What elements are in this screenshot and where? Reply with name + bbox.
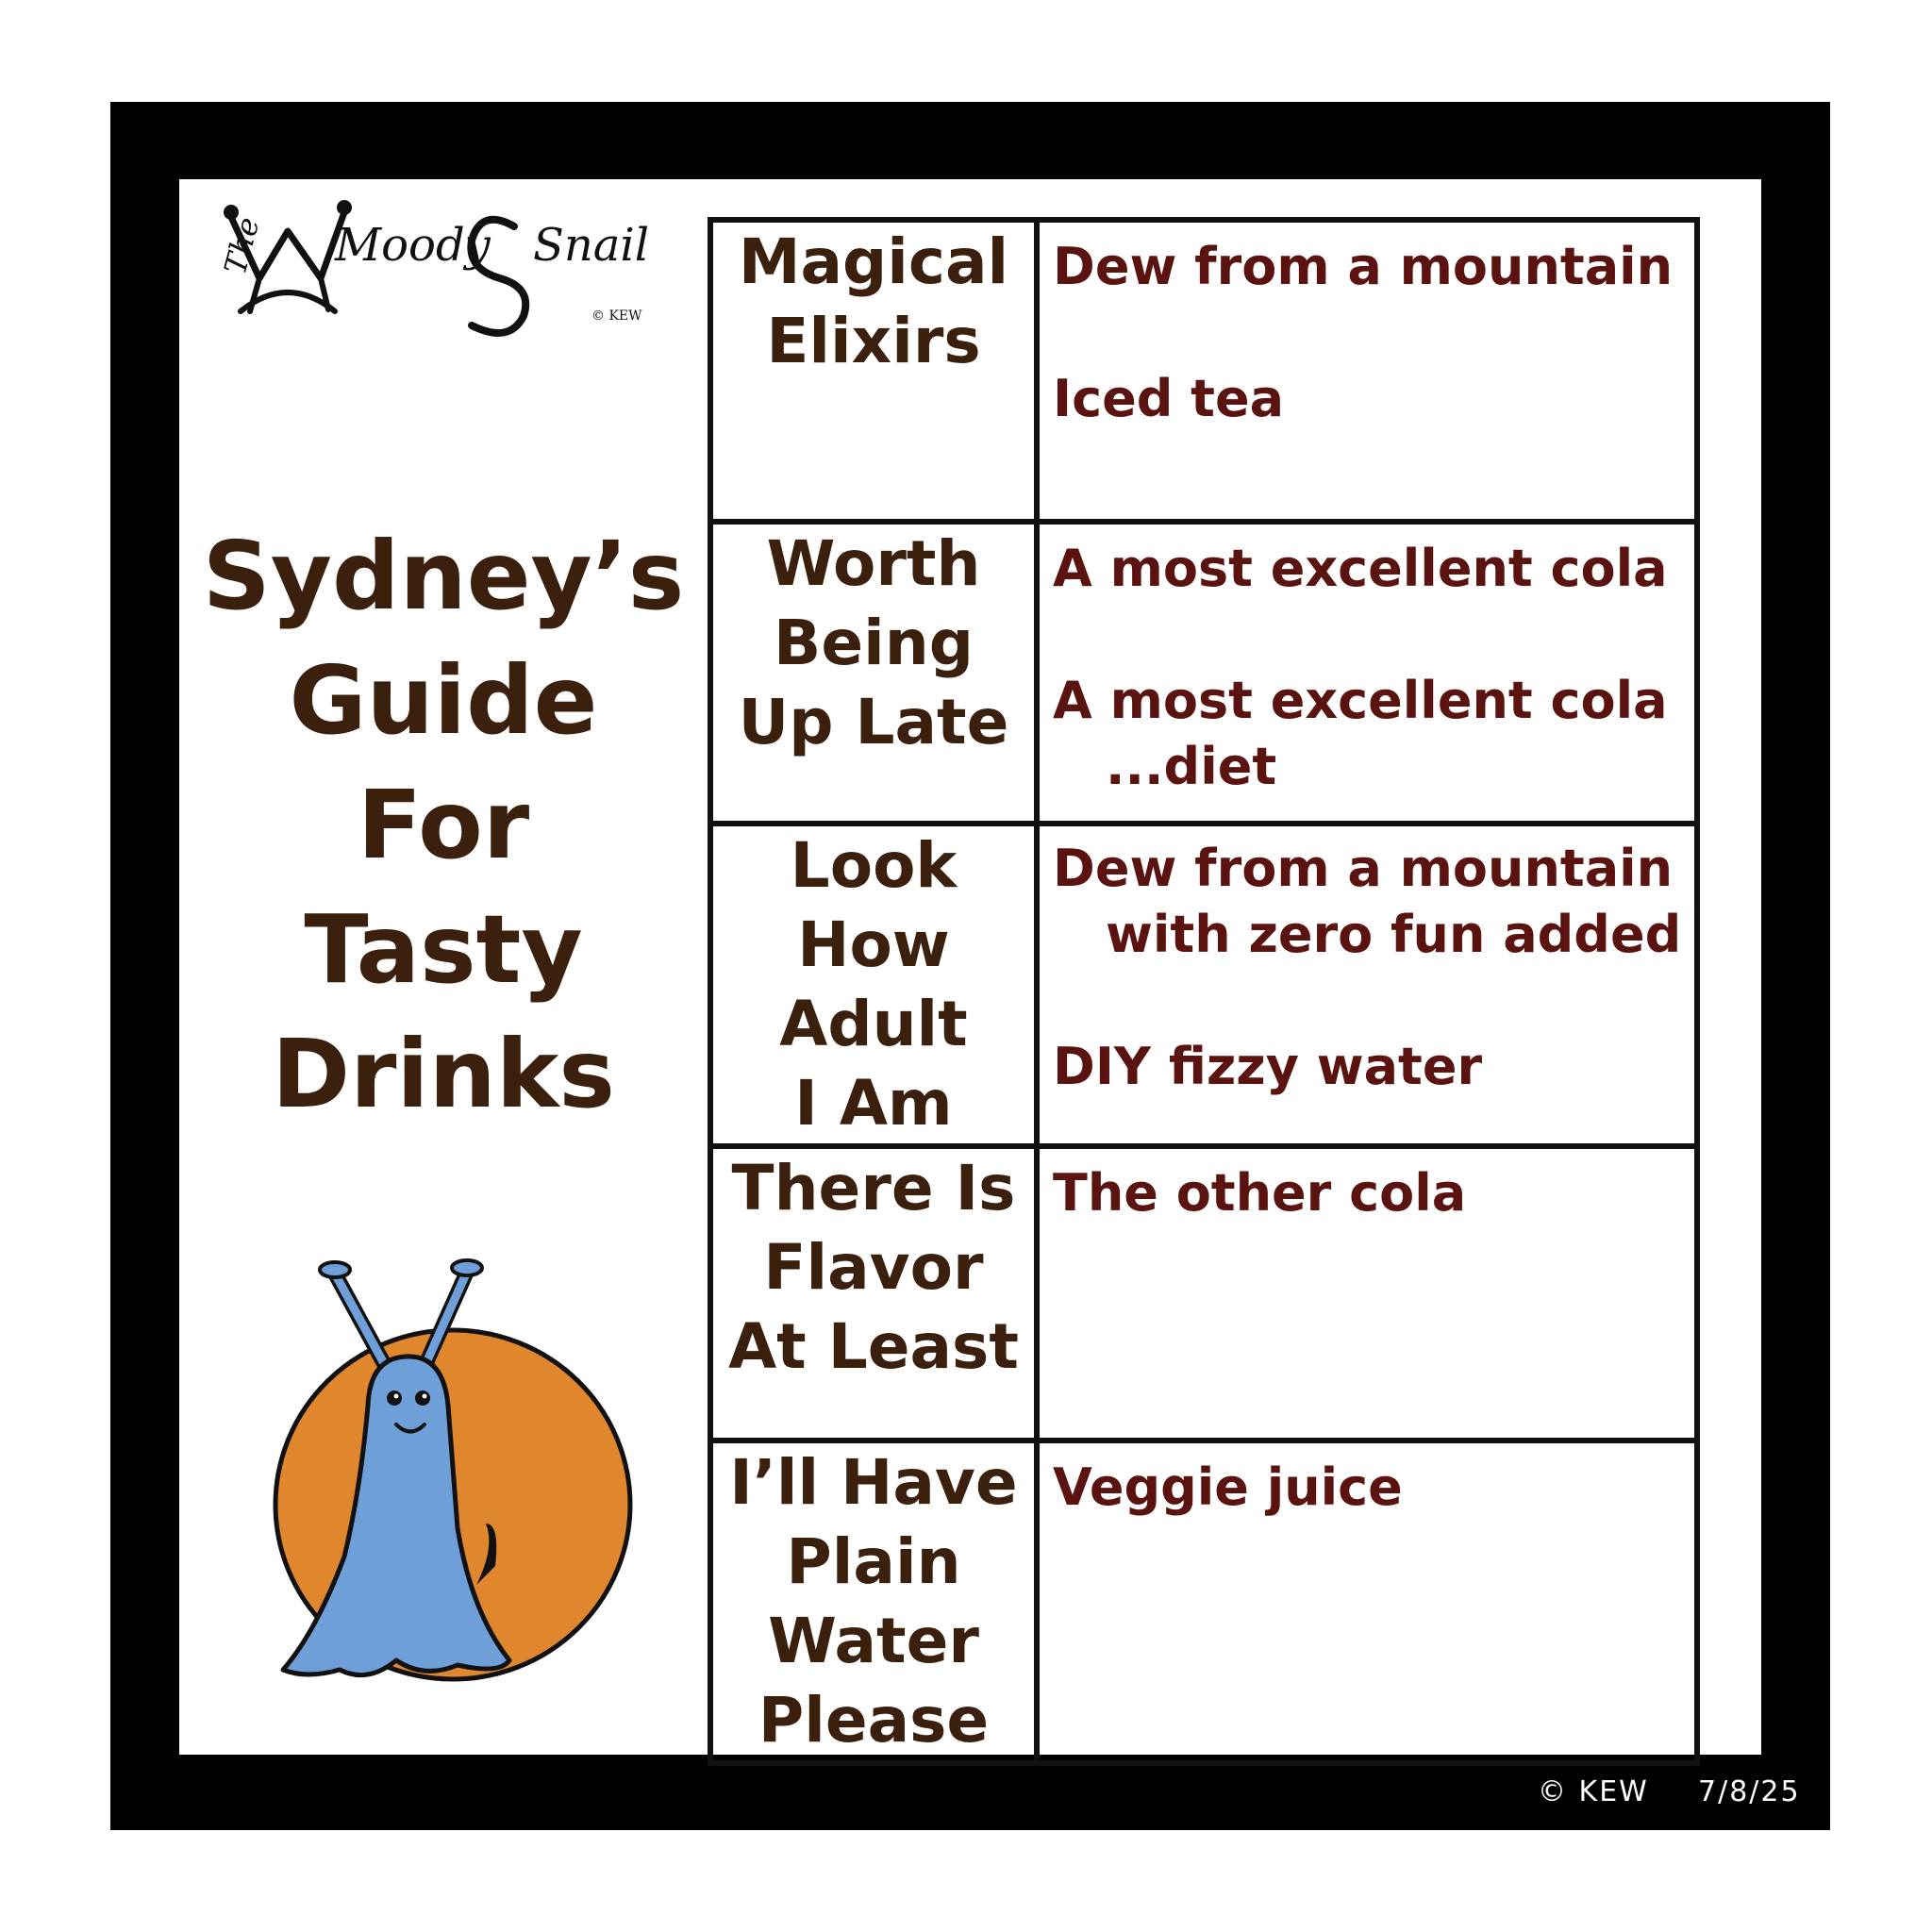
drink-item: DIY fizzy water — [1053, 1037, 1483, 1096]
category-cell — [710, 824, 1037, 1146]
drinks-guide-table — [708, 217, 1700, 1766]
logo-copyright: © KEW — [591, 308, 642, 324]
drink-item: Iced tea — [1053, 369, 1285, 428]
drink-item: Dew from a mountain — [1053, 839, 1674, 898]
title-line: Guide — [289, 645, 598, 756]
category-label: Flavor — [763, 1231, 984, 1304]
drink-item: The other cola — [1053, 1163, 1467, 1223]
category-label: Worth — [766, 527, 981, 600]
category-label: I Am — [794, 1067, 953, 1140]
items-cell — [1037, 522, 1697, 824]
items-cell — [1037, 1441, 1697, 1763]
category-label: Being — [774, 607, 974, 679]
category-label: There Is — [731, 1152, 1016, 1224]
items-cell — [1037, 824, 1697, 1146]
table-row — [710, 220, 1697, 522]
footer-copyright: © KEW — [1538, 1775, 1649, 1808]
table-row — [710, 1441, 1697, 1763]
title-line: Drinks — [272, 1019, 615, 1129]
drink-item-note: ...diet — [1106, 737, 1277, 796]
logo-moody-text: Moody — [335, 219, 491, 272]
drink-item-note: with zero fun added — [1106, 905, 1682, 964]
table-row — [710, 824, 1697, 1146]
table-row — [710, 1146, 1697, 1441]
drink-item: A most excellent cola — [1053, 671, 1668, 730]
title-line: For — [357, 770, 530, 880]
page-title — [193, 514, 693, 1137]
category-label: I’ll Have — [729, 1446, 1018, 1519]
title-line: Tasty — [304, 894, 583, 1005]
category-label: Up Late — [738, 686, 1009, 758]
title-line: Sydney’s — [202, 521, 685, 631]
category-cell — [710, 522, 1037, 824]
snail-illustration — [264, 1255, 641, 1698]
category-label: Water — [768, 1605, 979, 1677]
category-label: At Least — [728, 1310, 1019, 1383]
items-cell — [1037, 220, 1697, 522]
drink-item: Veggie juice — [1053, 1457, 1403, 1517]
items-cell — [1037, 1146, 1697, 1441]
logo-snail-text: Snail — [533, 219, 650, 272]
category-label: Adult — [779, 988, 968, 1060]
logo-the-text: The — [217, 213, 267, 278]
table-row — [710, 522, 1697, 824]
category-label: Elixirs — [766, 305, 981, 377]
category-cell — [710, 1146, 1037, 1441]
drink-item: Dew from a mountain — [1053, 237, 1674, 296]
category-label: Magical — [738, 225, 1009, 298]
category-cell — [710, 220, 1037, 522]
category-label: Look How — [790, 829, 958, 981]
drink-item: A most excellent cola — [1053, 539, 1668, 598]
footer-date: 7/8/25 — [1698, 1775, 1801, 1808]
category-label: Plain — [786, 1525, 961, 1598]
category-cell — [710, 1441, 1037, 1763]
category-label: Please — [758, 1684, 990, 1757]
